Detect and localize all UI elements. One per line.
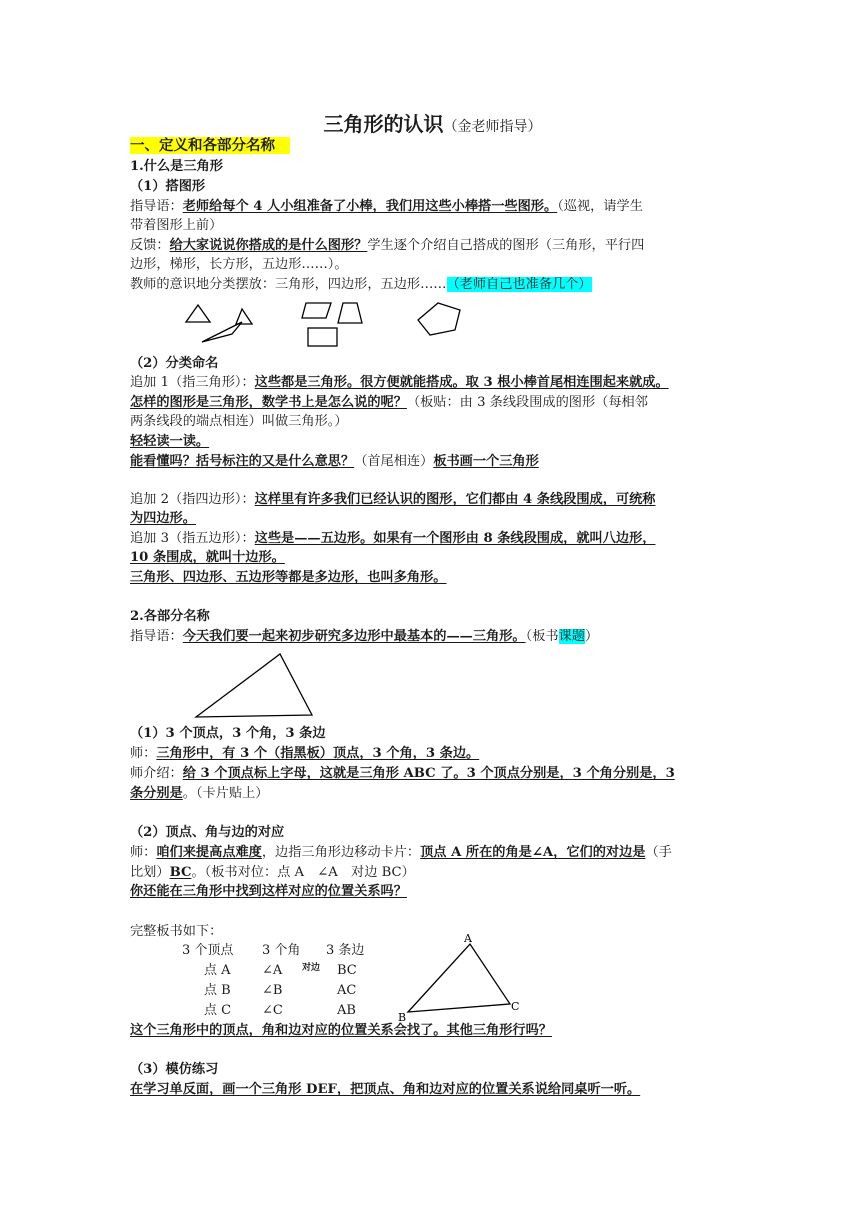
board-vertex: 点 C <box>204 1003 232 1018</box>
board-side: AC <box>337 983 357 998</box>
large-triangle <box>194 652 314 722</box>
intro-after: 。（卡片贴上） <box>182 786 269 801</box>
t2-line-2 <box>130 864 415 882</box>
teacher-arrange-highlight: （老师自己也准备几个） <box>446 277 592 292</box>
understand-board: 板书画一个三角形 <box>433 454 539 469</box>
t2-line-3: 你还能在三角形中找到这样对应的位置关系吗？ <box>130 884 407 899</box>
guide2-text: 今天我们要一起来初步研究多边形中最基本的——三角形。 <box>182 629 526 644</box>
t2-label: 师： <box>130 845 157 860</box>
guide2-label: 指导语： <box>130 629 183 644</box>
board-angle: ∠C <box>262 1003 283 1018</box>
t2-after: （手 <box>645 845 672 860</box>
add1-after: （板贴：由 3 条线段围成的图形（每相邻 <box>406 395 648 410</box>
board-label: 完整板书如下： <box>130 924 223 939</box>
add3-line-2: 10 条围成，就叫十边形。 <box>130 550 285 565</box>
part-correspondence-title: （2）顶点、角与边的对应 <box>130 825 285 840</box>
board-header-sides: 3 条边 <box>326 943 365 958</box>
board-row <box>182 981 422 1001</box>
t2-paragraph <box>130 844 672 862</box>
vertex-label-b: B <box>398 1011 407 1024</box>
rectangle-shape <box>308 328 337 346</box>
add2-label: 追加 2（指四边形）： <box>130 492 255 507</box>
polygon-summary: 三角形、四边形、五边形等都是多边形，也叫多角形。 <box>130 570 447 585</box>
board-row <box>182 1001 422 1021</box>
t2-mid: ，边指三角形边移动卡片： <box>261 845 421 860</box>
board-side: BC <box>337 963 357 978</box>
small-triangle-1 <box>186 305 210 322</box>
t2-bold-2: 顶点 A 所在的角是∠A，它们的对边是 <box>420 845 646 860</box>
part-build-shapes-title: （1）搭图形 <box>130 179 206 194</box>
practice-text: 在学习单反面，画一个三角形 DEF，把顶点、角和边对应的位置关系说给同桌听一听。 <box>130 1082 641 1097</box>
subheading-parts-names: 2.各部分名称 <box>130 609 210 624</box>
add1-text: 这些都是三角形。很方便就能搭成。取 3 根小棒首尾相连围起来就成。 <box>254 375 669 390</box>
part-practice-title: （3）模仿练习 <box>130 1062 219 1077</box>
add2-paragraph <box>130 491 655 509</box>
feedback-paragraph <box>130 237 644 255</box>
add1-question: 怎样的图形是三角形，数学书上是怎么说的呢？ <box>130 395 407 410</box>
document-title <box>130 108 735 137</box>
parallelogram-shape <box>302 303 331 318</box>
intro-paragraph <box>130 765 675 783</box>
feedback-label: 反馈： <box>130 238 170 253</box>
read-aloud: 轻轻读一读。 <box>130 434 210 449</box>
board-angle: ∠A <box>262 963 283 978</box>
add1-line-2 <box>130 394 648 412</box>
guide2-close: ） <box>584 629 599 644</box>
board-row <box>182 961 422 981</box>
intro-text: 给 3 个顶点标上字母，这就是三角形 ABC 了。3 个顶点分别是，3 个角分别是，3 <box>182 766 675 781</box>
board-side: AB <box>337 1003 356 1018</box>
labeled-triangle-abc <box>398 932 538 1022</box>
t2-line2-bc: BC <box>169 865 192 880</box>
small-triangle-2 <box>202 322 242 342</box>
understand-paragraph <box>130 453 539 471</box>
add3-text: 这些是——五边形。如果有一个图形由 8 条线段围成，就叫八边形， <box>254 531 656 546</box>
guide2-highlight: 课题 <box>558 629 585 644</box>
add3-paragraph <box>130 530 655 548</box>
board-opposite-label: 对边 <box>302 963 321 973</box>
teacher-arrange-paragraph <box>130 276 592 294</box>
title-main: 三角形的认识 <box>323 112 444 136</box>
pentagon-shape <box>418 303 460 335</box>
add3-label: 追加 3（指五边形）： <box>130 531 255 546</box>
feedback-question: 给大家说说你搭成的是什么图形？ <box>169 238 368 253</box>
add1-label: 追加 1（指三角形）： <box>130 375 255 390</box>
guide-text: 老师给每个 4 人小组准备了小棒，我们用这些小棒搭一些图形。 <box>182 199 558 214</box>
board-vertex: 点 A <box>204 963 231 978</box>
teacher2-paragraph <box>130 745 479 763</box>
guide2-paragraph <box>130 628 598 646</box>
add2-text: 这样里有许多我们已经认识的图形，它们都由 4 条线段围成，可统称 <box>254 492 656 507</box>
closing-question: 这个三角形中的顶点，角和边对应的位置关系会找了。其他三角形行吗？ <box>130 1023 552 1038</box>
board-table <box>182 941 422 1021</box>
intro-text-2: 条分别是 <box>130 786 183 801</box>
add2-line-2: 为四边形。 <box>130 511 196 526</box>
guide-paragraph <box>130 198 643 216</box>
board-angle: ∠B <box>262 983 283 998</box>
t2-line2-a: 比划） <box>130 865 170 880</box>
guide-after: （巡视，请学生 <box>557 199 643 214</box>
understand-mid: （首尾相连） <box>354 454 434 469</box>
t2-bold-1: 咱们来提高点难度 <box>156 845 262 860</box>
teacher-arrange-text: 教师的意识地分类摆放：三角形，四边形，五边形…… <box>130 277 447 292</box>
subheading-what-is-triangle: 1.什么是三角形 <box>130 159 223 174</box>
teacher2-label: 师： <box>130 746 157 761</box>
board-vertex: 点 B <box>204 983 231 998</box>
add1-line-3: 两条线段的端点相连）叫做三角形。） <box>130 414 348 429</box>
small-triangle-3 <box>236 309 252 324</box>
guide-line-2: 带着图形上前） <box>130 218 223 233</box>
vertex-label-c: C <box>511 1000 520 1013</box>
intro-line-2 <box>130 785 268 803</box>
part-classify-title: （2）分类命名 <box>130 356 219 371</box>
board-header-angles: 3 个角 <box>262 943 301 958</box>
t2-line2-c: 。（板书对位：点 A ∠A 对边 BC） <box>191 865 415 880</box>
shapes-sketch <box>180 300 520 356</box>
add1-paragraph <box>130 374 669 392</box>
intro-label: 师介绍： <box>130 766 183 781</box>
part-vertices-title: （1）3 个顶点，3 个角，3 条边 <box>130 726 326 741</box>
feedback-line-2: 边形，梯形，长方形，五边形……）。 <box>130 257 348 272</box>
understand-question: 能看懂吗？括号标注的又是什么意思？ <box>130 454 355 469</box>
title-sub: （金老师指导） <box>443 119 542 135</box>
guide2-after: （板书 <box>525 629 559 644</box>
section-heading-1 <box>130 137 290 155</box>
vertex-label-a: A <box>464 932 472 945</box>
trapezoid-shape <box>338 303 362 323</box>
feedback-after: 学生逐个介绍自己搭成的图形（三角形，平行四 <box>367 238 645 253</box>
section-heading-1-text: 一、定义和各部分名称 <box>130 137 275 154</box>
teacher2-text: 三角形中，有 3 个（指黑板）顶点，3 个角，3 条边。 <box>156 746 480 761</box>
board-header-vertices: 3 个顶点 <box>182 943 234 958</box>
guide-label: 指导语： <box>130 199 183 214</box>
